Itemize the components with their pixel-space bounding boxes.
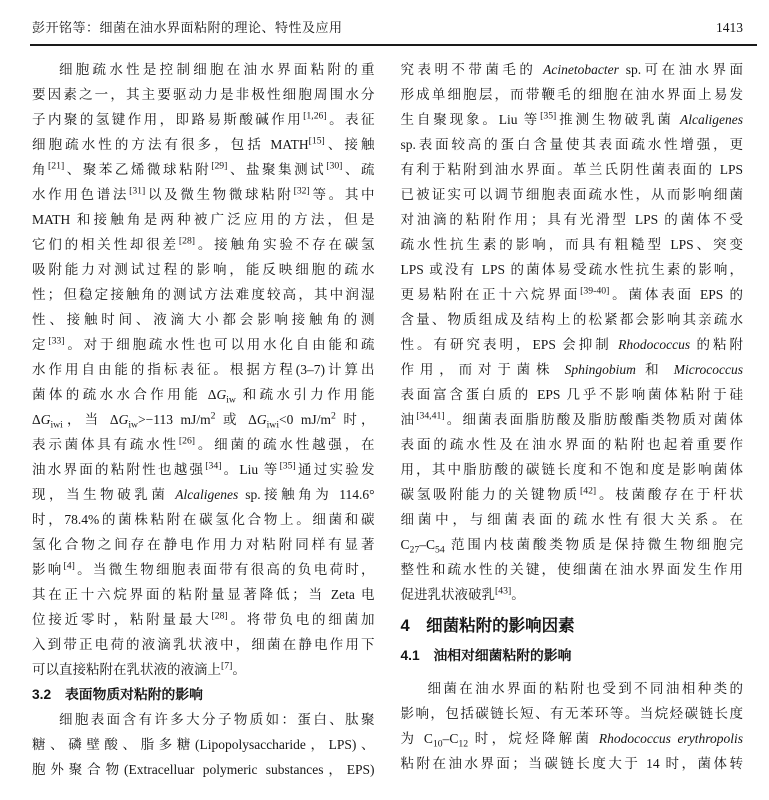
page-number: 1413 [716,20,743,35]
text-line: 油[34,41]。细菌表面脂肪酸及脂肪酸酯类物质对菌体 [400,410,744,427]
text-line: sp.表面较高的蛋白含量使其表面疏水性增强，更 [400,137,743,152]
text-line: 整性和疏水性的关键，使细菌在油水界面发生作用 [400,562,743,577]
text-line: 生自聚现象。Liu 等[35]推测生物破乳菌 Alcaligenes [400,110,743,127]
text-line: 子内聚的氢键作用，即路易斯酸碱作用[1,26]。表征 [32,110,375,127]
text-line: 性、接触时间、液滴大小都会影响接触角的测 [32,312,375,327]
text-line: 形成单细胞层，而带鞭毛的细胞在油水界面上易发 [400,87,743,102]
page-header [0,0,769,36]
text-line: 位接近零时，粘附量最大[28]。将带负电的细菌加 [32,610,375,627]
page-body [0,46,769,782]
text-line: 表示菌体具有疏水性[26]。细菌的疏水性越强，在 [32,435,375,452]
text-line: 影响，包括碳链长短、有无苯环等。当烷烃碳链长度 [400,706,743,721]
text-line: 角[21]、聚苯乙烯微球粘附[29]、盐聚集测试[30]、疏 [32,160,375,177]
text-line: 油水界面的粘附性也越强[34]。Liu 等[35]通过实验发 [32,460,375,477]
text-line: 影响[4]。当微生物细胞表面带有很高的负电荷时， [32,560,375,577]
text-line: 它们的相关性却很差[28]。接触角实验不存在碳氢 [32,235,375,252]
text-line: 入到带正电荷的液滴乳状液中，细菌在静电作用下 [32,637,375,652]
text-line: 糖、磷壁酸、脂多糖(Lipopolysaccharide，LPS)、 [32,737,375,752]
section-heading: 4 细菌粘附的影响因素 [400,617,575,635]
text-line: 粘附在油水界面；当碳链长度大于 14 时，菌体转 [400,756,743,771]
subsection-heading: 3.2 表面物质对粘附的影响 [32,687,203,702]
text-line: 为 $C_{10}-C_{12}$ 时，烷烃降解菌 Rhodococcus erythropolis [400,731,743,750]
text-line: 更易粘附在正十六烷界面[39-40]。菌体表面 EPS 的 [400,285,744,302]
text-line: LPS 或没有 LPS 的菌体易受疏水性抗生素的影响， [400,262,743,277]
text-line: 性。有研究表明，EPS 会抑制 Rhodococcus 的粘附 [400,337,744,352]
text-line: 时，78.4%的菌株粘附在碳氢化合物上。细菌和碳 [32,512,375,527]
text-line: 表面富含蛋白质的 EPS 几乎不影响菌体粘附于硅 [400,387,743,402]
text-line: 究表明不带菌毛的 Acinetobacter sp.可在油水界面 [400,62,743,77]
text-line: 定[33]。对于细胞疏水性也可以用水化自由能和疏 [32,335,375,352]
right-column [401,57,744,782]
text-line: MATH 和接触角是两种被广泛应用的方法，但是 [32,212,375,227]
text-line: 已被证实可以调节细胞表面疏水性，从而影响细菌 [400,187,743,202]
text-line: 水作用色谱法[31]以及微生物微球粘附[32]等。其中 [32,185,375,202]
text-line: 胞外聚合物(Extracelluar polymeric substances，EPS) [32,762,375,777]
text-line: 现，当生物破乳菌 Alcaligenes sp.接触角为 114.6° [32,487,375,502]
text-line: 促进乳状液破乳[43]。 [400,585,525,602]
text-line: 对油滴的粘附作用；具有光滑型 LPS 的菌体不受 [400,212,743,227]
running-title: 彭开铭等：细菌在油水界面粘附的理论、特性及应用 [32,20,343,35]
text-line: 用，其中脂肪酸的碳链长度和不饱和度是影响菌体 [400,462,743,477]
text-line: 水作用自由能的指标表征。根据方程(3–7)计算出 [32,362,375,377]
text-line: 细胞表面含有许多大分子物质如：蛋白、肽聚 [59,712,375,727]
text-line: 作用，而对于菌株 Sphingobium 和 Micrococcus [400,362,744,377]
text-line: 可以直接粘附在乳状液的液滴上[7]。 [32,660,246,677]
text-line: $\Delta G_{iwi}$，当 $\Delta G_{iw}>-113$ $mJ/m^2$ 或 $\Delta G_{iwi}<0$ $mJ/m^2$ 时， [32,410,375,431]
text-line: 其在正十六烷界面的粘附量显著降低；当 Zeta 电 [32,587,375,602]
text-line: 细菌在油水界面的粘附也受到不同油相种类的 [427,681,743,696]
text-line: 菌体的疏水水合作用能 $\Delta G_{iw}$ 和疏水引力作用能 [32,387,375,406]
text-line: 碳氢吸附能力的关键物质[42]。枝菌酸存在于杆状 [400,485,744,502]
text-line: 吸附能力对测试过程的影响，能反映细胞的疏水 [32,262,375,277]
text-line: 含量、物质组成及结构上的松紧都会影响其亲疏水 [400,312,743,327]
left-column [32,57,375,782]
text-line: 细胞疏水性是控制细胞在油水界面粘附的重 [59,62,375,77]
subsection-heading: 4.1 油相对细菌粘附的影响 [400,648,572,663]
text-line: $C_{27}-C_{54}$ 范围内枝菌酸类物质是保持微生物细胞完 [400,537,743,556]
text-line: 有利于粘附到油水界面。革兰氏阴性菌表面的 LPS [400,162,743,177]
text-line: 氢化合物之间存在静电作用力对粘附同样有显著 [32,537,375,552]
text-line: 细胞疏水性的方法有很多，包括 MATH[15]、接触 [32,135,375,152]
text-line: 要因素之一，其主要驱动力是非极性细胞周围水分 [32,87,375,102]
text-line: 疏水性抗生素的影响，而具有粗糙型 LPS、突变 [400,237,743,252]
text-line: 性；但稳定接触角的测试方法难度较高，其中润湿 [32,287,375,302]
text-line: 细菌中，与细菌表面的疏水性有很大关系。在 [400,512,743,527]
text-line: 表面的疏水性及在油水界面的粘附也起着重要作 [400,437,743,452]
